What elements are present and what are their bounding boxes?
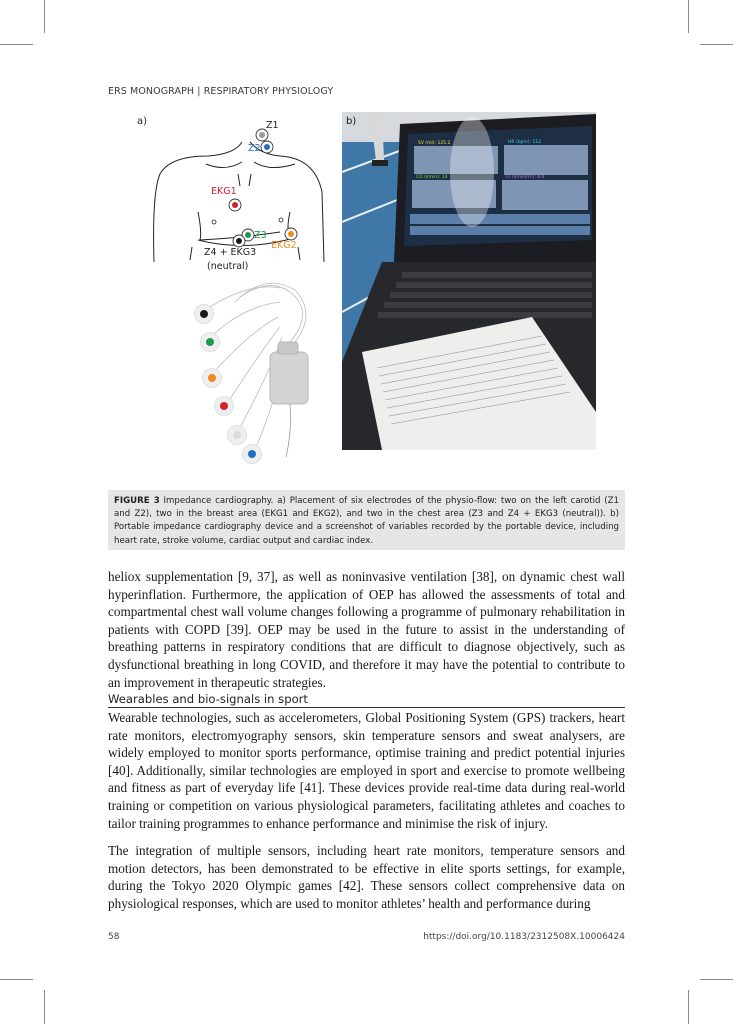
laptop-photo — [342, 112, 596, 450]
electrode-snap-connector — [200, 310, 208, 318]
screen-chart-hr — [504, 145, 588, 175]
electrode-snap-connector — [233, 431, 241, 439]
electrode-snap-connector — [248, 450, 256, 458]
crop-mark — [700, 44, 733, 45]
electrode-snap — [200, 332, 220, 352]
electrode-snap — [242, 444, 262, 464]
electrode-snap — [227, 425, 247, 445]
electrode-z2 — [261, 141, 273, 153]
svg-text:HR (bpm): 112: HR (bpm): 112 — [508, 140, 542, 145]
screen-strip — [410, 214, 590, 224]
caption-label: FIGURE 3 — [114, 496, 160, 506]
label-z3: Z3 — [254, 230, 267, 241]
running-head: ERS MONOGRAPH | RESPIRATORY PHYSIOLOGY — [108, 86, 334, 97]
screen-strip — [410, 226, 590, 235]
figure-caption — [108, 490, 625, 550]
panel-b-label: b) — [346, 116, 357, 127]
section-heading: Wearables and bio-signals in sport — [108, 692, 625, 708]
screen-glare — [450, 117, 494, 227]
label-z1: Z1 — [266, 120, 279, 131]
torso-outline — [154, 142, 242, 262]
crop-mark — [0, 979, 33, 980]
nipple-right — [279, 218, 283, 222]
svg-text:SV (ml): 125.2: SV (ml): 125.2 — [418, 141, 451, 146]
electrode-placement-diagram — [130, 112, 340, 472]
electrode-ekg2 — [285, 228, 297, 240]
label-ekg1: EKG1 — [211, 186, 237, 197]
page-number: 58 — [108, 932, 120, 942]
electrode-snap-connector — [206, 338, 214, 346]
svg-text:CI (l/min/m²): 6.6: CI (l/min/m²): 6.6 — [506, 175, 545, 180]
label-ekg2: EKG2 — [271, 240, 297, 251]
electrode-snap — [194, 304, 214, 324]
crop-mark — [44, 0, 45, 33]
sternum-notch — [238, 174, 251, 186]
crop-mark — [688, 0, 689, 33]
person-shoe — [372, 160, 388, 166]
svg-text:CO (l/min): 14: CO (l/min): 14 — [416, 175, 448, 180]
clavicle-line — [254, 162, 295, 168]
doi-link[interactable]: https://doi.org/10.1183/2312508X.10006424 — [423, 932, 625, 942]
clavicle-line — [206, 162, 242, 168]
label-z2: Z2 — [248, 143, 261, 154]
crop-mark — [688, 990, 689, 1024]
device-body — [270, 352, 308, 404]
electrode-snap-connector — [208, 374, 216, 382]
screen-chart-ci — [502, 180, 588, 210]
crop-mark — [700, 979, 733, 980]
electrode-snap-connector — [220, 402, 228, 410]
label-neutral: (neutral) — [207, 261, 249, 272]
caption-text: Impedance cardiography. a) Placement of six electrodes of the physio-flow: two on the left carotid (Z1 and Z2), two in the breast area (EKG1 and EKG2), and two in the chest area (Z3 and Z4 + EKG3 (neutral)). b) Portable impedance cardiography device and a screenshot of variables recorded by the portable device, including heart rate, stroke volume, cardiac output and cardiac index. — [114, 496, 619, 546]
crop-mark — [44, 990, 45, 1024]
electrode-z4-ekg3 — [233, 235, 245, 247]
nipple-left — [212, 220, 216, 224]
body-paragraph: The integration of multiple sensors, including heart rate monitors, temperature sensors and motion detectors, has been demonstrated to be effective in elite sports settings, for example, during the Tokyo 2020 Olympic games [42]. These sensors collect comprehensive data on physiological responses, which are used to monitor athletes’ health and performance during — [108, 843, 625, 911]
electrode-snap — [202, 368, 222, 388]
electrode-ekg1 — [229, 199, 241, 211]
label-z4-ekg3: Z4 + EKG3 — [204, 247, 257, 258]
electrode-snap — [214, 396, 234, 416]
crop-mark — [0, 44, 33, 45]
body-paragraph: Wearable technologies, such as accelerometers, Global Positioning System (GPS) trackers, heart rate monitors, electromyography sensors, skin temperature sensors and sweat analysers, are widely employed to monitor sports performance, optimise training and predict potential injuries [40]. Additionally, similar technologies are employed in sport and exercise to promote wellbeing and fitness as part of everyday life [41]. These devices provide real-time data during real-world training or competition on various physiological parameters, facilitating athletes and coaches to tailor training programmes to enhance performance and minimise the risk of injury. — [108, 710, 625, 831]
device-cap — [278, 342, 298, 354]
panel-a-label: a) — [137, 116, 148, 127]
body-paragraph: heliox supplementation [9, 37], as well as noninvasive ventilation [38], on dynamic chest wall hyperinflation. Furthermore, the application of OEP has allowed the assessments of total and compartmental chest wall volume changes following a programme of pulmonary rehabilitation in patients with COPD [39]. OEP may be used in the future to assist in the understanding of breathing patterns in respiratory conditions that are difficult to diagnose objectively, such as dysfunctional breathing in long COVID, and therefore it may have the potential to contribute to an improvement in therapeutic strategies. — [108, 569, 625, 690]
